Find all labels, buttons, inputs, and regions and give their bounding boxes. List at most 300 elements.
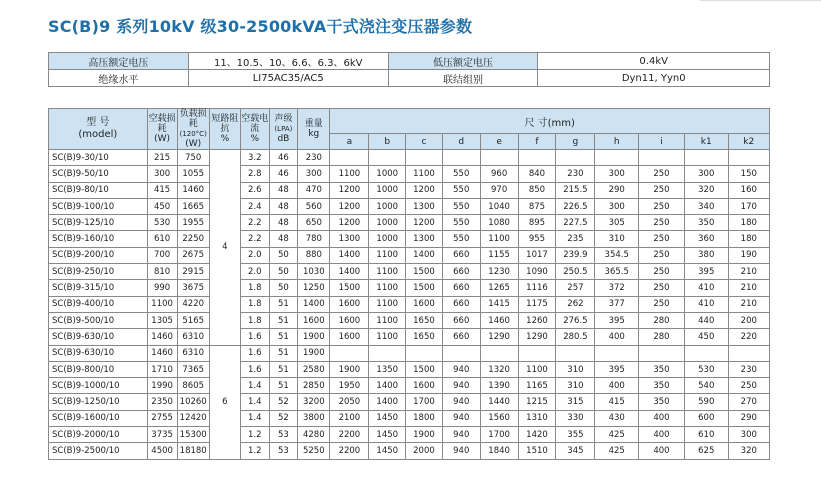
noise-cell: 51: [269, 361, 298, 377]
dim-cell-g: 345: [556, 443, 595, 459]
noload-loss-cell: 1305: [147, 312, 177, 328]
noise-cell: 48: [269, 231, 298, 247]
dim-cell-h: 430: [595, 410, 639, 426]
dim-cell-c: 1700: [406, 394, 443, 410]
weight-cell: 1600: [298, 312, 330, 328]
dim-cell-f: 1290: [518, 329, 556, 345]
load-loss-cell: 1665: [177, 198, 209, 214]
weight-cell: 650: [298, 215, 330, 231]
dim-cell-k2: 200: [728, 312, 769, 328]
dim-cell-c: 1300: [406, 231, 443, 247]
load-loss-cell: 1955: [177, 215, 209, 231]
dim-cell-b: 1000: [369, 182, 406, 198]
header-dim-k2: k2: [728, 134, 769, 150]
hv-value: 11、10.5、10、6.6、6.3、6kV: [188, 53, 388, 70]
dim-cell-e: [480, 150, 518, 166]
dim-cell-k2: 220: [728, 329, 769, 345]
dim-cell-e: 1155: [480, 247, 518, 263]
weight-cell: 470: [298, 182, 330, 198]
dim-cell-e: 1440: [480, 394, 518, 410]
weight-cell: 560: [298, 198, 330, 214]
dim-cell-a: 1100: [330, 166, 369, 182]
dim-cell-f: 1116: [518, 280, 556, 296]
dim-cell-k1: 350: [684, 215, 728, 231]
dim-cell-h: 300: [595, 198, 639, 214]
dim-cell-k1: 530: [684, 361, 728, 377]
dim-cell-g: 276.5: [556, 312, 595, 328]
dim-cell-k2: 160: [728, 182, 769, 198]
dim-cell-i: 250: [639, 264, 685, 280]
dim-cell-i: 350: [639, 361, 685, 377]
noload-current-cell: 1.4: [240, 410, 269, 426]
weight-cell: 2850: [298, 378, 330, 394]
dim-cell-b: [369, 150, 406, 166]
dim-cell-g: [556, 150, 595, 166]
noise-cell: 50: [269, 264, 298, 280]
load-loss-cell: 2675: [177, 247, 209, 263]
dim-cell-a: 1400: [330, 247, 369, 263]
table-row: [49, 427, 770, 443]
dim-cell-k2: 150: [728, 166, 769, 182]
dim-cell-b: 1100: [369, 247, 406, 263]
noload-current-cell: 1.4: [240, 378, 269, 394]
dim-cell-g: 215.5: [556, 182, 595, 198]
noload-current-cell: 3.2: [240, 150, 269, 166]
dim-cell-e: 960: [480, 166, 518, 182]
noload-loss-cell: 1710: [147, 361, 177, 377]
dim-cell-d: 550: [442, 231, 480, 247]
load-loss-cell: 5165: [177, 312, 209, 328]
dim-cell-d: 550: [442, 198, 480, 214]
noload-loss-cell: 1460: [147, 329, 177, 345]
dim-cell-c: [406, 150, 443, 166]
load-loss-cell: 10260: [177, 394, 209, 410]
dim-cell-i: 250: [639, 182, 685, 198]
noise-cell: 52: [269, 410, 298, 426]
dim-cell-k2: 270: [728, 394, 769, 410]
dim-cell-b: 1400: [369, 378, 406, 394]
dim-cell-k2: 210: [728, 280, 769, 296]
dim-cell-d: 940: [442, 427, 480, 443]
dim-cell-k1: 320: [684, 182, 728, 198]
header-weight-label: 重量: [304, 119, 323, 129]
load-loss-cell: 1460: [177, 182, 209, 198]
dim-cell-e: 1265: [480, 280, 518, 296]
noise-cell: 51: [269, 296, 298, 312]
model-cell: SC(B)9-100/10: [49, 198, 148, 214]
header-dim-g: g: [556, 134, 595, 150]
dim-cell-b: 1000: [369, 198, 406, 214]
model-cell: SC(B)9-30/10: [49, 150, 148, 166]
dim-cell-k2: 180: [728, 231, 769, 247]
table-row: [49, 296, 770, 312]
noload-loss-cell: 1100: [147, 296, 177, 312]
model-cell: SC(B)9-160/10: [49, 231, 148, 247]
dim-cell-e: 1460: [480, 312, 518, 328]
header-model: [49, 109, 148, 150]
dim-cell-g: 315: [556, 394, 595, 410]
dim-cell-i: 400: [639, 410, 685, 426]
noload-loss-cell: 415: [147, 182, 177, 198]
noise-cell: 46: [269, 150, 298, 166]
header-load-label: 负载损耗: [179, 109, 207, 129]
weight-cell: 780: [298, 231, 330, 247]
dim-cell-c: 1800: [406, 410, 443, 426]
dim-cell-g: 239.9: [556, 247, 595, 263]
dim-cell-b: 1100: [369, 264, 406, 280]
lv-label: 低压额定电压: [388, 53, 538, 70]
weight-cell: 1030: [298, 264, 330, 280]
dim-cell-f: [518, 345, 556, 361]
dim-cell-e: 970: [480, 182, 518, 198]
noload-current-cell: 2.4: [240, 198, 269, 214]
dim-cell-b: 1450: [369, 427, 406, 443]
table-row: [49, 361, 770, 377]
dim-cell-h: 400: [595, 378, 639, 394]
header-impedance-unit: %: [220, 134, 230, 144]
weight-cell: 1400: [298, 296, 330, 312]
table-row: [49, 182, 770, 198]
dim-cell-k2: 300: [728, 427, 769, 443]
noload-current-cell: 2.0: [240, 247, 269, 263]
dim-cell-k1: 600: [684, 410, 728, 426]
weight-cell: 230: [298, 150, 330, 166]
dim-cell-d: 660: [442, 296, 480, 312]
header-weight: [298, 109, 330, 150]
insulation-value: LI75AC35/AC5: [188, 70, 388, 87]
header-noise-label: 声级: [274, 114, 293, 124]
hv-label: 高压额定电压: [49, 53, 189, 70]
dim-cell-i: 250: [639, 166, 685, 182]
dim-cell-b: 1100: [369, 329, 406, 345]
impedance-cell: 6: [209, 345, 240, 459]
dim-cell-i: 280: [639, 329, 685, 345]
dim-cell-a: 1900: [330, 361, 369, 377]
weight-cell: 1250: [298, 280, 330, 296]
dim-cell-e: 1560: [480, 410, 518, 426]
dim-cell-b: 1000: [369, 166, 406, 182]
dim-cell-d: 940: [442, 410, 480, 426]
dim-cell-i: [639, 345, 685, 361]
dim-cell-k1: 300: [684, 166, 728, 182]
top-divider: [700, 0, 821, 5]
dim-cell-a: 2200: [330, 443, 369, 459]
model-cell: SC(B)9-250/10: [49, 264, 148, 280]
weight-cell: 4280: [298, 427, 330, 443]
model-cell: SC(B)9-1250/10: [49, 394, 148, 410]
dim-cell-c: 2000: [406, 443, 443, 459]
load-loss-cell: 750: [177, 150, 209, 166]
noload-loss-cell: 1990: [147, 378, 177, 394]
noise-cell: 51: [269, 329, 298, 345]
dim-cell-i: 250: [639, 280, 685, 296]
noise-cell: 48: [269, 182, 298, 198]
dim-cell-g: 227.5: [556, 215, 595, 231]
dim-cell-c: [406, 345, 443, 361]
dim-cell-f: 955: [518, 231, 556, 247]
noload-current-cell: 1.4: [240, 394, 269, 410]
noise-cell: 51: [269, 312, 298, 328]
noload-loss-cell: 700: [147, 247, 177, 263]
noise-cell: 51: [269, 345, 298, 361]
noload-current-cell: 1.6: [240, 329, 269, 345]
load-loss-cell: 12420: [177, 410, 209, 426]
dim-cell-d: 660: [442, 329, 480, 345]
model-cell: SC(B)9-125/10: [49, 215, 148, 231]
dim-cell-g: 257: [556, 280, 595, 296]
header-noload: [147, 109, 177, 150]
dim-cell-e: 1040: [480, 198, 518, 214]
dim-cell-k1: 360: [684, 231, 728, 247]
dim-cell-i: 250: [639, 215, 685, 231]
dim-cell-k1: 380: [684, 247, 728, 263]
dim-cell-e: 1080: [480, 215, 518, 231]
noload-current-cell: 1.6: [240, 361, 269, 377]
dim-cell-k2: 250: [728, 378, 769, 394]
dim-cell-c: 1900: [406, 427, 443, 443]
dim-cell-f: 1310: [518, 410, 556, 426]
weight-cell: 3200: [298, 394, 330, 410]
header-load-cond: (120°C): [179, 130, 207, 138]
dim-cell-k1: 440: [684, 312, 728, 328]
noload-current-cell: 2.2: [240, 215, 269, 231]
model-cell: SC(B)9-500/10: [49, 312, 148, 328]
noload-loss-cell: 4500: [147, 443, 177, 459]
dim-cell-d: [442, 150, 480, 166]
header-model-cn: 型 号: [86, 117, 110, 128]
header-dim-b: b: [369, 134, 406, 150]
dim-cell-e: [480, 345, 518, 361]
noload-current-cell: 1.2: [240, 443, 269, 459]
dim-cell-c: 1200: [406, 182, 443, 198]
dim-cell-d: 660: [442, 264, 480, 280]
header-dimensions: 尺 寸(mm): [330, 109, 770, 134]
group-value: Dyn11, Yyn0: [538, 70, 770, 87]
dim-cell-e: 1390: [480, 378, 518, 394]
table-row: [49, 215, 770, 231]
header-load: [177, 109, 209, 150]
header-noise-unit: dB: [277, 134, 290, 144]
dim-cell-i: 250: [639, 247, 685, 263]
load-loss-cell: 3675: [177, 280, 209, 296]
dim-cell-k2: 210: [728, 296, 769, 312]
header-dim-h: h: [595, 134, 639, 150]
dim-cell-h: 400: [595, 329, 639, 345]
noload-loss-cell: 530: [147, 215, 177, 231]
dim-cell-f: 1215: [518, 394, 556, 410]
model-cell: SC(B)9-630/10: [49, 345, 148, 361]
header-dim-k1: k1: [684, 134, 728, 150]
page-title: SC(B)9 系列10kV 级30-2500kVA干式浇注变压器参数: [48, 17, 473, 36]
dim-cell-h: 425: [595, 443, 639, 459]
dim-cell-a: [330, 150, 369, 166]
dim-cell-a: 1300: [330, 231, 369, 247]
noload-current-cell: 1.8: [240, 296, 269, 312]
table-row: [49, 410, 770, 426]
dim-cell-c: 1500: [406, 264, 443, 280]
dim-cell-k1: 540: [684, 378, 728, 394]
dim-cell-e: 1840: [480, 443, 518, 459]
dim-cell-i: 250: [639, 296, 685, 312]
dim-cell-h: 365.5: [595, 264, 639, 280]
table-row: [49, 329, 770, 345]
spec-table-body: [49, 150, 770, 460]
dim-cell-g: 230: [556, 166, 595, 182]
dim-cell-b: 1100: [369, 280, 406, 296]
header-dim-e: e: [480, 134, 518, 150]
header-noise-sub: (LPA): [274, 125, 293, 133]
model-cell: SC(B)9-50/10: [49, 166, 148, 182]
dim-cell-b: 1100: [369, 296, 406, 312]
insulation-label: 绝缘水平: [49, 70, 189, 87]
weight-cell: 300: [298, 166, 330, 182]
dim-cell-f: 1260: [518, 312, 556, 328]
noise-cell: 50: [269, 280, 298, 296]
dim-cell-i: 250: [639, 198, 685, 214]
model-cell: SC(B)9-2000/10: [49, 427, 148, 443]
table-row: [49, 247, 770, 263]
dim-cell-c: 1500: [406, 361, 443, 377]
dim-cell-h: 415: [595, 394, 639, 410]
dim-cell-k2: 190: [728, 247, 769, 263]
header-dim-d: d: [442, 134, 480, 150]
dim-cell-d: 660: [442, 280, 480, 296]
dim-cell-k2: 210: [728, 264, 769, 280]
weight-cell: 1900: [298, 345, 330, 361]
weight-cell: 5250: [298, 443, 330, 459]
dim-cell-c: 1100: [406, 166, 443, 182]
dim-cell-e: 1415: [480, 296, 518, 312]
dim-cell-i: 350: [639, 394, 685, 410]
impedance-cell: 4: [209, 150, 240, 346]
dim-cell-a: 1200: [330, 182, 369, 198]
table-row: [49, 264, 770, 280]
model-cell: SC(B)9-200/10: [49, 247, 148, 263]
dim-cell-k1: 340: [684, 198, 728, 214]
header-noload-label: 空载损耗: [148, 114, 176, 134]
dim-cell-i: [639, 150, 685, 166]
dim-cell-f: 1017: [518, 247, 556, 263]
dim-cell-b: 1400: [369, 394, 406, 410]
weight-cell: 1900: [298, 329, 330, 345]
dim-cell-b: 1100: [369, 312, 406, 328]
dim-cell-k2: 290: [728, 410, 769, 426]
dim-cell-b: 1450: [369, 443, 406, 459]
model-cell: SC(B)9-630/10: [49, 329, 148, 345]
header-dim-i: i: [639, 134, 685, 150]
dim-cell-c: 1600: [406, 296, 443, 312]
dim-cell-f: 1510: [518, 443, 556, 459]
dim-cell-h: 305: [595, 215, 639, 231]
dim-cell-d: 550: [442, 166, 480, 182]
table-row: [49, 312, 770, 328]
noload-loss-cell: 610: [147, 231, 177, 247]
load-loss-cell: 1055: [177, 166, 209, 182]
dim-cell-b: 1000: [369, 231, 406, 247]
load-loss-cell: 18180: [177, 443, 209, 459]
dim-cell-e: 1700: [480, 427, 518, 443]
load-loss-cell: 2250: [177, 231, 209, 247]
noload-loss-cell: 810: [147, 264, 177, 280]
dim-cell-g: 330: [556, 410, 595, 426]
dim-cell-g: 310: [556, 361, 595, 377]
dim-cell-g: 250.5: [556, 264, 595, 280]
model-cell: SC(B)9-315/10: [49, 280, 148, 296]
noload-loss-cell: 450: [147, 198, 177, 214]
header-load-unit: (W): [185, 139, 202, 149]
weight-cell: 3800: [298, 410, 330, 426]
noise-cell: 50: [269, 247, 298, 263]
dim-cell-a: 1200: [330, 215, 369, 231]
dim-cell-g: 262: [556, 296, 595, 312]
load-loss-cell: 2915: [177, 264, 209, 280]
load-loss-cell: 7365: [177, 361, 209, 377]
dim-cell-a: [330, 345, 369, 361]
dim-cell-i: 400: [639, 427, 685, 443]
noise-cell: 51: [269, 378, 298, 394]
dim-cell-b: 1350: [369, 361, 406, 377]
dim-cell-a: 1950: [330, 378, 369, 394]
dim-cell-h: 372: [595, 280, 639, 296]
dim-cell-d: 940: [442, 361, 480, 377]
dim-cell-f: 895: [518, 215, 556, 231]
noload-current-cell: 1.8: [240, 312, 269, 328]
dim-cell-i: 250: [639, 231, 685, 247]
noload-loss-cell: 3735: [147, 427, 177, 443]
dim-cell-a: 1600: [330, 329, 369, 345]
header-current-unit: %: [250, 134, 259, 144]
load-loss-cell: 6310: [177, 345, 209, 361]
dim-cell-f: 1100: [518, 361, 556, 377]
dim-cell-g: 280.5: [556, 329, 595, 345]
dim-cell-k1: [684, 150, 728, 166]
dim-cell-h: 377: [595, 296, 639, 312]
dim-cell-f: 840: [518, 166, 556, 182]
dim-cell-a: 2100: [330, 410, 369, 426]
load-loss-cell: 8605: [177, 378, 209, 394]
noload-loss-cell: 300: [147, 166, 177, 182]
header-dim-a: a: [330, 134, 369, 150]
header-impedance-label: 短路阻抗: [211, 114, 239, 134]
dim-cell-c: 1200: [406, 215, 443, 231]
dim-cell-a: 2050: [330, 394, 369, 410]
load-loss-cell: 4220: [177, 296, 209, 312]
dim-cell-k1: 625: [684, 443, 728, 459]
dim-cell-c: 1600: [406, 378, 443, 394]
dim-cell-f: [518, 150, 556, 166]
dim-cell-h: 290: [595, 182, 639, 198]
dim-cell-k1: 590: [684, 394, 728, 410]
dim-cell-d: 660: [442, 312, 480, 328]
noload-current-cell: 1.8: [240, 280, 269, 296]
dim-cell-k2: [728, 345, 769, 361]
header-current: [240, 109, 269, 150]
dim-cell-c: 1300: [406, 198, 443, 214]
dim-cell-a: 1600: [330, 296, 369, 312]
dim-cell-h: 395: [595, 312, 639, 328]
noload-loss-cell: 990: [147, 280, 177, 296]
model-cell: SC(B)9-80/10: [49, 182, 148, 198]
dim-cell-f: 850: [518, 182, 556, 198]
noise-cell: 48: [269, 215, 298, 231]
header-current-label: 空载电流: [241, 114, 269, 134]
spec-table: [48, 108, 770, 460]
dim-cell-i: 400: [639, 443, 685, 459]
dim-cell-k1: 450: [684, 329, 728, 345]
header-noload-unit: (W): [154, 134, 171, 144]
table-row: [49, 378, 770, 394]
dim-cell-h: 354.5: [595, 247, 639, 263]
